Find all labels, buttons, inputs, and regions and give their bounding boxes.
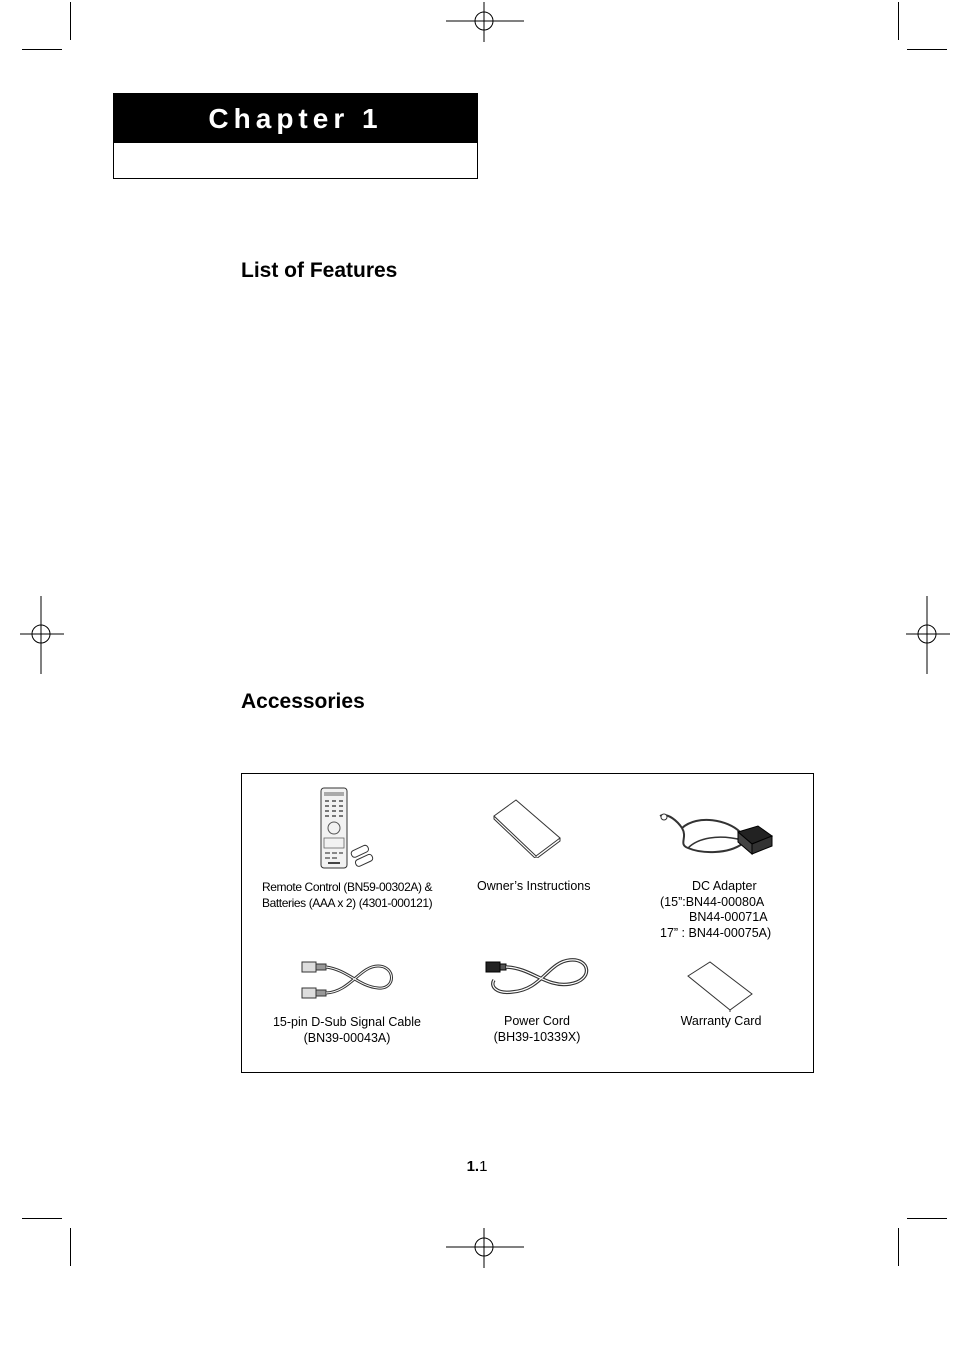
remote-label-line: Batteries (AAA x 2) (4301-000121): [262, 895, 433, 910]
signal-cable-label-line: (BN39-00043A): [303, 1030, 391, 1045]
dc-adapter-icon: [658, 810, 774, 860]
warranty-card-icon: [686, 960, 754, 1012]
signal-cable-icon: [298, 958, 398, 1006]
crop-mark: [70, 1228, 71, 1266]
chapter-band: [114, 94, 477, 143]
adapter-label-line: BN44-00071A: [689, 910, 768, 924]
adapter-label-line: DC Adapter: [692, 879, 757, 893]
registration-mark-icon: [446, 2, 524, 42]
crop-mark: [70, 2, 71, 40]
adapter-label-line: 17” : BN44-00075A): [660, 925, 772, 940]
accessories-heading: Accessories: [241, 690, 365, 713]
signal-cable-label: [258, 1015, 436, 1046]
manual-book-icon: [490, 798, 564, 858]
registration-mark-icon: [446, 1228, 524, 1268]
adapter-label: [660, 879, 771, 941]
power-cord-label: [472, 1014, 602, 1045]
adapter-label-line: (15”:BN44-00080A: [660, 894, 765, 909]
signal-cable-label-line: 15-pin D-Sub Signal Cable: [272, 1015, 421, 1029]
manual-label-line: Owner’s Instructions: [477, 879, 591, 893]
accessories-box: [241, 773, 814, 1073]
page-number-minor: 1: [479, 1158, 488, 1175]
crop-mark: [907, 1218, 947, 1219]
registration-mark-icon: [906, 596, 950, 674]
features-heading: List of Features: [241, 259, 398, 282]
chapter-title: Chapter 1: [208, 102, 383, 134]
remote-label-line: Remote Control (BN59-00302A) &: [262, 880, 433, 894]
crop-mark: [22, 1218, 62, 1219]
crop-mark: [22, 49, 62, 50]
page-number: [0, 1158, 954, 1175]
warranty-label: [666, 1014, 776, 1030]
power-cord-icon: [482, 954, 594, 998]
page-number-major: 1.: [466, 1158, 480, 1175]
remote-control-icon: [316, 786, 382, 872]
chapter-header: [113, 93, 478, 179]
warranty-label-line: Warranty Card: [680, 1014, 762, 1028]
power-cord-label-line: (BH39-10339X): [493, 1029, 581, 1044]
crop-mark: [907, 49, 947, 50]
power-cord-label-line: Power Cord: [504, 1014, 570, 1028]
crop-mark: [898, 2, 899, 40]
crop-mark: [898, 1228, 899, 1266]
registration-mark-icon: [20, 596, 64, 674]
manual-label: [477, 879, 590, 895]
remote-label: [262, 880, 432, 911]
